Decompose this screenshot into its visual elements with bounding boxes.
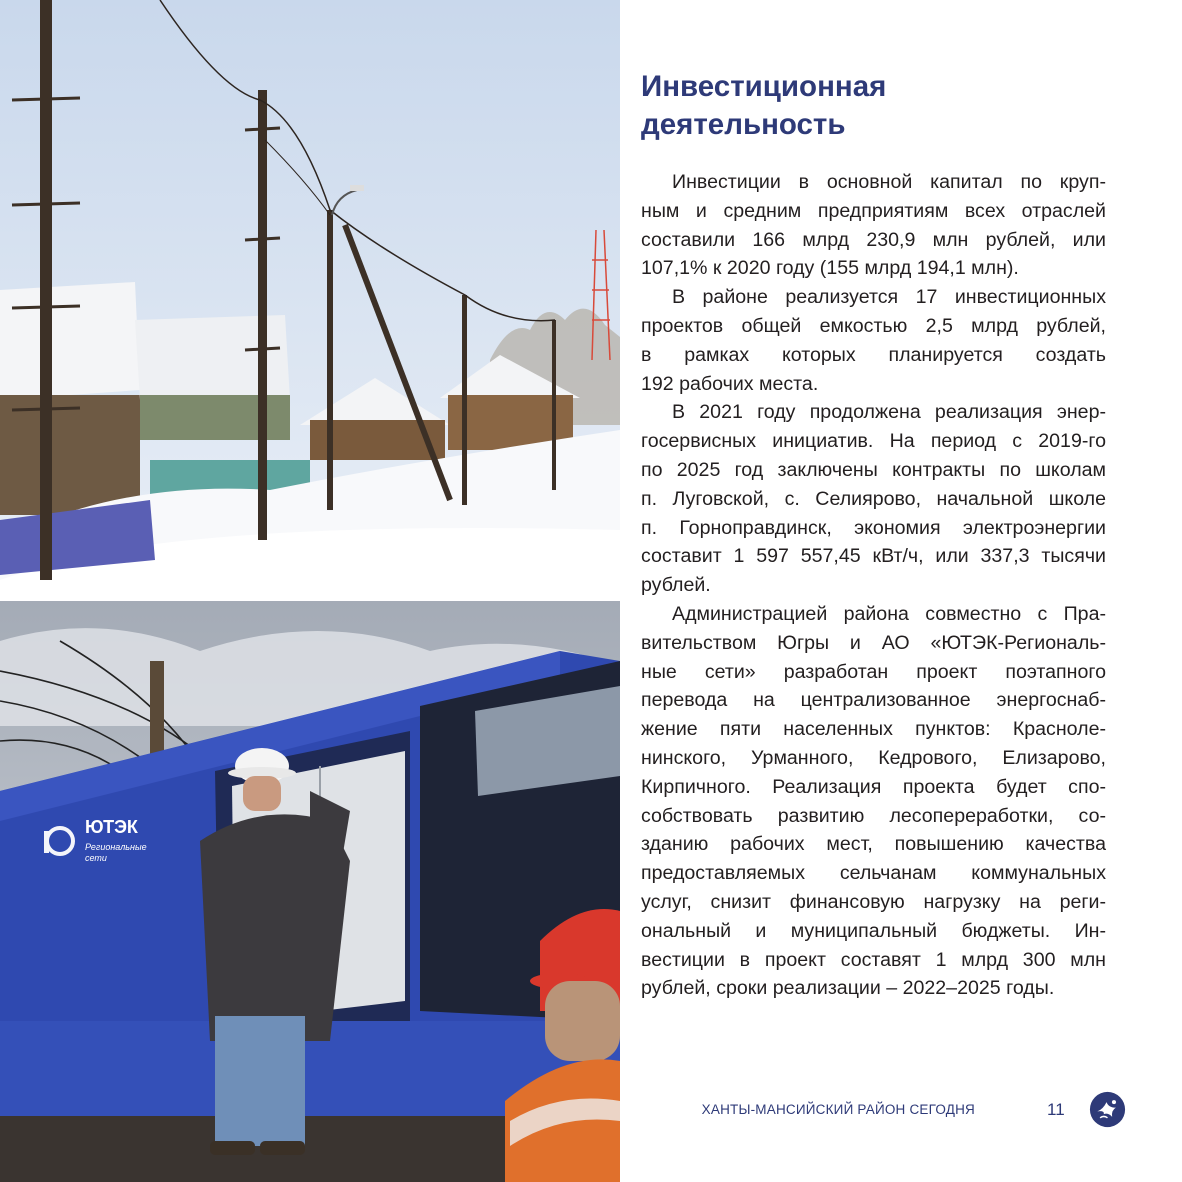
text-line: рублей.: [641, 574, 711, 597]
photo-generator-workers: [0, 601, 620, 1182]
text-line: ным и средним предприятиям всех отраслей: [641, 199, 1106, 222]
page-title: [641, 68, 1111, 144]
text-line: составит 1 597 557,45 кВт/ч, или 337,3 тысячи: [641, 545, 1106, 568]
text-line: перевода на централизованное энергоснаб-: [641, 689, 1106, 712]
text-line: вестиции в проект составят 1 млрд 300 млн: [641, 948, 1106, 971]
publication-title: ХАНТЫ-МАНСИЙСКИЙ РАЙОН СЕГОДНЯ: [701, 1102, 975, 1117]
generator-brand-sub1: Региональные: [85, 842, 147, 852]
text-line: по 2025 год заключены контракты по школам: [641, 458, 1106, 481]
paragraph-projects: [641, 283, 1106, 398]
article-body: [641, 168, 1106, 1003]
photo-village-winter: [0, 0, 620, 580]
text-line: предоставляемых сельчанам коммунальных: [641, 862, 1106, 885]
paragraph-power-supply-project: [641, 600, 1106, 1003]
text-line: составили 166 млрд 230,9 млн рублей, или: [641, 228, 1106, 251]
text-line: собствовать развитию лесопереработки, со-: [641, 804, 1106, 827]
text-line: Администрацией района совместно с Пра-: [672, 602, 1106, 625]
page-title-line-1: Инвестиционная: [641, 70, 887, 103]
text-line: В 2021 году продолжена реализация энер-: [672, 401, 1106, 424]
generator-brand-main: ЮТЭК: [85, 817, 138, 837]
text-line: Кирпичного. Реализация проекта будет спо-: [641, 775, 1106, 798]
text-line: ные сети» разработан проект поэтапного: [641, 660, 1106, 683]
text-line: зданию рабочих мест, повышению качества: [641, 833, 1106, 856]
text-line: в рамках которых планируется создать: [641, 343, 1106, 366]
text-line: услуг, снизит финансовую нагрузку на реги-: [641, 890, 1106, 913]
generator-brand-sub2: сети: [85, 853, 107, 863]
text-line: 192 рабочих места.: [641, 372, 819, 395]
text-line: 107,1% к 2020 году (155 млрд 194,1 млн).: [641, 257, 1019, 280]
text-line: госервисных инициатив. На период с 2019-го: [641, 430, 1106, 453]
page-number: 11: [1047, 1100, 1065, 1119]
page-footer: [701, 1098, 1130, 1124]
text-line: п. Луговской, с. Селиярово, начальной школе: [641, 487, 1106, 510]
text-line: рублей, сроки реализации – 2022–2025 годы.: [641, 977, 1055, 1000]
text-line: ональный и муниципальный бюджеты. Ин-: [641, 919, 1106, 942]
paragraph-energy-service: [641, 398, 1106, 600]
text-line: нинского, Урманного, Кедрового, Елизарово,: [641, 746, 1106, 769]
page-title-line-2: деятельность: [641, 108, 846, 141]
text-line: вительством Югры и АО «ЮТЭК-Региональ-: [641, 631, 1106, 654]
text-line: В районе реализуется 17 инвестиционных: [672, 286, 1106, 309]
text-line: проектов общей емкостью 2,5 млрд рублей,: [641, 314, 1106, 337]
text-line: Инвестиции в основной капитал по круп-: [672, 171, 1106, 193]
text-line: жение пяти населенных пунктов: Красноле-: [641, 718, 1106, 741]
district-emblem-icon: [1089, 1091, 1126, 1128]
paragraph-investments: [641, 168, 1106, 283]
text-line: п. Горноправдинск, экономия электроэнергии: [641, 516, 1106, 539]
